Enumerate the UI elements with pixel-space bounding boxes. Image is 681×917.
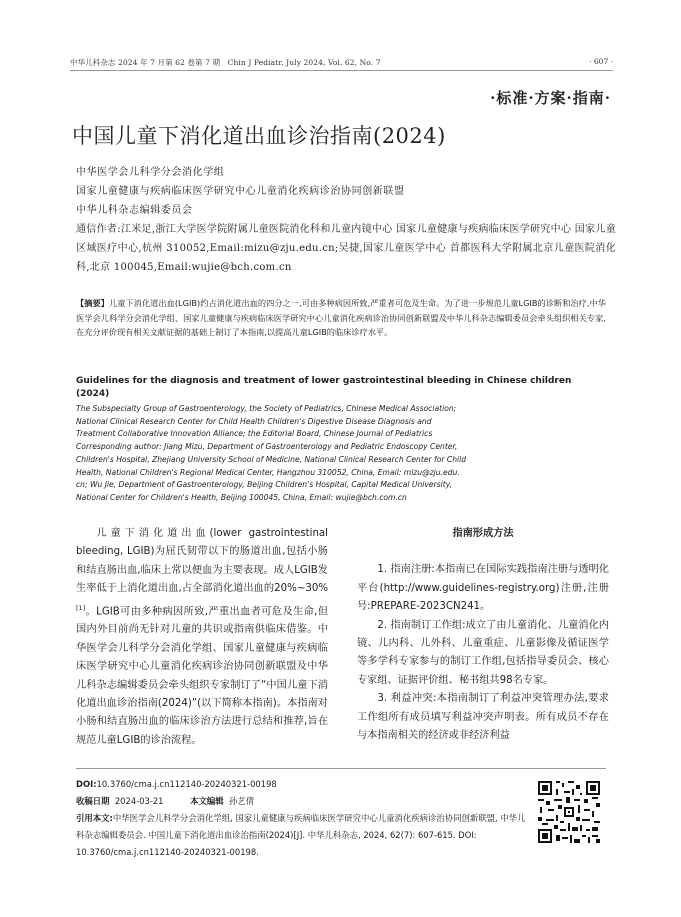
body-column-left	[76, 525, 328, 750]
english-title: Guidelines for the diagnosis and treatment of lower gastrointestinal bleeding in Chinese children (2024)	[76, 376, 572, 399]
english-authors	[76, 403, 606, 505]
citation-line	[76, 810, 526, 861]
body-paragraph: 2. 指南制订工作组:成立了由儿童消化、儿童消化内镜、儿内科、儿外科、儿童重症、儿童影像及循证医学等多学科专家参与的制订工作组,包括指导委员会、核心专家组、证据评价组、秘书组共98名专家。	[357, 619, 609, 686]
body-column-right	[357, 525, 609, 745]
header-divider	[70, 70, 613, 71]
english-author-line: The Subspecialty Group of Gastroenterology, the Society of Pediatrics, Chinese Medical Association;	[76, 404, 457, 413]
article-footer	[76, 776, 526, 861]
english-author-line: National Clinical Research Center for Child Health Children's Digestive Disease Diagnosis and	[76, 416, 432, 426]
abstract-chinese	[76, 296, 606, 340]
body-paragraph: 1. 指南注册:本指南已在国际实践指南注册与透明化平台(http://www.guidelines-registry.org)注册,注册号:PREPARE-2023CN241。	[357, 564, 609, 613]
abstract-label: 【摘要】	[76, 298, 109, 308]
author-group: 中华儿科杂志编辑委员会	[76, 205, 193, 216]
corresponding-author: 通信作者:江米足,浙江大学医学院附属儿童医院消化科和儿童内镜中心 国家儿童健康与疾病临床医学研究中心 国家儿童区域医疗中心,杭州 310052,Email:mizu@zju.edu.cn;吴捷,国家儿童医学中心 首都医科大学附属北京儿童医院消化科,北京 100045,Email:wujie@bch.com.cn	[76, 224, 616, 273]
english-author-line: Corresponding author: Jiang Mizu, Department of Gastroenterology and Pediatric Endoscopy Center,	[76, 442, 458, 452]
doi-line	[76, 776, 526, 793]
editor-label: 本文编辑	[190, 796, 224, 806]
english-author-line: cn; Wu Jie, Department of Gastroenterology, Beijing Children's Hospital, Capital Medical University,	[76, 480, 453, 490]
author-group: 中华医学会儿科学分会消化学组	[76, 167, 225, 178]
received-date: 2024-03-21	[114, 796, 164, 806]
editor-name: 孙艺倩	[228, 796, 255, 806]
body-text: 儿童下消化道出血(lower gastrointestinal bleeding, LGIB)为屈氏韧带以下的肠道出血,包括小肠和结直肠出血,临床上常以便血为主要表现。成人LGIB发生率低于上消化道出血,占全部消化道出血的20%~30%	[76, 528, 328, 595]
english-author-line: National Center for Children's Health, Beijing 100045, China, Email: wujie@bch.com.cn	[76, 492, 407, 502]
running-header: 中华儿科杂志 2024 年 7 月第 62 卷第 7 期 Chin J Pediatr, July 2024, Vol. 62, No. 7	[70, 58, 381, 67]
body-paragraph	[76, 525, 328, 750]
author-group: 国家儿童健康与疾病临床医学研究中心儿童消化疾病诊治协同创新联盟	[76, 186, 405, 197]
qr-code-icon[interactable]	[536, 779, 602, 845]
article-title: 中国儿童下消化道出血诊治指南(2024)	[72, 124, 446, 148]
section-heading: 指南形成方法	[452, 528, 514, 539]
cite-label: 引用本文:	[76, 813, 113, 823]
doi-label: DOI:	[76, 779, 97, 789]
english-author-line: Health, National Children's Regional Medical Center, Hangzhou 310052, China, Email: mizu@zju.edu.	[76, 467, 460, 477]
received-label: 收稿日期	[76, 796, 110, 806]
abstract-text: 儿童下消化道出血(LGIB)约占消化道出血的四分之一,可由多种病因所致,严重者可危及生命。为了进一步规范儿童LGIB的诊断和治疗,中华医学会儿科学分会消化学组、国家儿童健康与疾病临床医学研究中心儿童消化疾病诊治协同创新联盟及中华儿科杂志编辑委员会牵头组织相关专家,在充分评价现有相关文献证据的基础上制订了本指南,以提高儿童LGIB的临床诊疗水平。	[76, 298, 606, 337]
author-groups	[76, 163, 616, 220]
citation-ref[interactable]: [1]	[76, 603, 86, 612]
doi-value[interactable]: 10.3760/cma.j.cn112140-20240321-00198	[96, 779, 277, 789]
english-author-line: Treatment Collaborative Innovation Alliance; the Editorial Board, Chinese Journal of Pediatrics	[76, 429, 433, 439]
body-paragraph: 3. 利益冲突:本指南制订了利益冲突管理办法,要求工作组所有成员填写利益冲突声明表。所有成员不存在与本指南相关的经济或非经济利益	[357, 693, 609, 742]
page-number: · 607 ·	[589, 57, 613, 66]
body-text: 。LGIB可由多种病因所致,严重出血者可危及生命,但国内外目前尚无针对儿童的共识或指南供临床借鉴。中华医学会儿科学分会消化学组、国家儿童健康与疾病临床医学研究中心儿童消化疾病诊治协同创新联盟及中华儿科杂志编辑委员会牵头组织专家制订了“中国儿童下消化道出血诊治指南(2024)”(以下简称本指南)。本指南对小肠和结直肠出血的临床诊治方法进行总结和推荐,旨在规范儿童LGIB的诊治流程。	[76, 606, 328, 746]
english-author-line: Children's Hospital, Zhejiang University School of Medicine, National Clinical Research Center for Child	[76, 454, 467, 464]
footer-divider	[76, 768, 606, 769]
received-line	[76, 793, 526, 810]
cite-text: 中华医学会儿科学分会消化学组, 国家儿童健康与疾病临床医学研究中心儿童消化疾病诊治协同创新联盟, 中华儿科杂志编辑委员会. 中国儿童下消化道出血诊治指南(2024)[J]. 中华儿科杂志, 2024, 62(7): 607-615. DOI: 10.3760/cma.j.cn112140-20240321-00198.	[76, 813, 526, 857]
section-tag: ·标准·方案·指南·	[490, 89, 611, 107]
